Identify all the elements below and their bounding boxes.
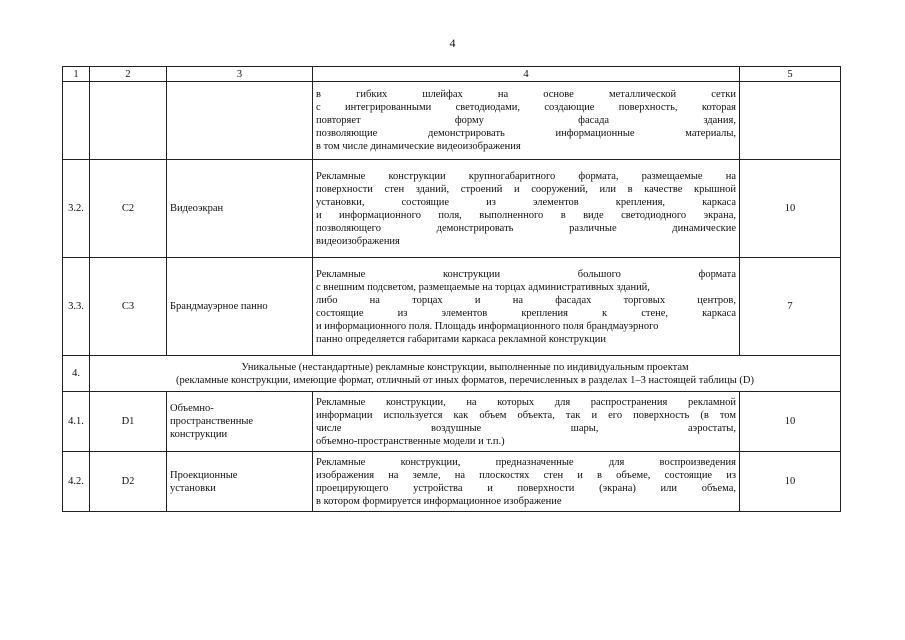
desc-line: числе воздушные шары, аэростаты,: [316, 422, 736, 434]
section-row: [63, 356, 841, 392]
row-description: [313, 392, 740, 452]
row-description: [313, 82, 740, 160]
name-line: конструкции: [170, 429, 228, 440]
table-row: [63, 452, 841, 512]
row-code: [90, 82, 167, 160]
section-heading-line: (рекламные конструкции, имеющие формат, отличный от иных форматов, перечисленных в разделах 1–3 настоящей таблицы (D): [176, 374, 754, 386]
row-value: 10: [740, 392, 841, 452]
desc-line: позволяющие демонстрировать информационные материалы,: [316, 128, 736, 139]
desc-line: в котором формируется информационное изображение: [316, 495, 562, 507]
desc-line: Рекламные конструкции, предназначенные для воспроизведения: [316, 456, 736, 468]
row-description: [313, 452, 740, 512]
row-name: Брандмауэрное панно: [167, 258, 313, 356]
row-name: Видеоэкран: [167, 160, 313, 258]
desc-line: объемно-пространственные модели и т.п.): [316, 435, 505, 447]
desc-line: в гибких шлейфах на основе металлической сетки: [316, 89, 736, 100]
row-value: 10: [740, 160, 841, 258]
row-number: 4.: [63, 356, 90, 392]
row-description: [313, 258, 740, 356]
row-number: 4.1.: [63, 392, 90, 452]
desc-line: Рекламные конструкции крупногабаритного формата, размещаемые на: [316, 170, 736, 182]
row-number: 3.3.: [63, 258, 90, 356]
desc-line: проецирующего устройства и поверхности (экрана) или объема,: [316, 482, 736, 494]
row-value: 10: [740, 452, 841, 512]
name-line: установки: [170, 482, 216, 494]
row-number: [63, 82, 90, 160]
desc-line: и информационного поля, выполненного в виде светодиодного экрана,: [316, 209, 736, 221]
row-name: [167, 392, 313, 452]
row-value: 7: [740, 258, 841, 356]
row-name: [167, 452, 313, 512]
desc-line: в том числе динамические видеоизображения: [316, 141, 521, 152]
desc-line: с интегрированными светодиодами, создающие поверхность, которая: [316, 102, 736, 113]
header-cell: 4: [313, 67, 740, 82]
desc-line: либо на торцах и на фасадах торговых центров,: [316, 294, 736, 306]
header-cell: 3: [167, 67, 313, 82]
row-number: 3.2.: [63, 160, 90, 258]
header-cell: 2: [90, 67, 167, 82]
table-row: [63, 160, 841, 258]
desc-line: и информационного поля. Площадь информационного поля брандмауэрного: [316, 320, 659, 332]
row-description: [313, 160, 740, 258]
table-row: [63, 258, 841, 356]
desc-line: информации используется как объем объекта, так и его поверхность (в том: [316, 409, 736, 421]
table-row: [63, 392, 841, 452]
desc-line: изображения на земле, на плоскостях стен и в объеме, состоящие из: [316, 469, 736, 481]
desc-line: поверхности стен зданий, строений и сооружений, или в качестве крышной: [316, 183, 736, 195]
desc-line: повторяет форму фасада здания,: [316, 115, 736, 126]
row-value: [740, 82, 841, 160]
header-cell: 1: [63, 67, 90, 82]
section-heading-line: Уникальные (нестандартные) рекламные конструкции, выполненные по индивидуальным проектам: [241, 361, 689, 373]
desc-line: позволяющего демонстрировать различные динамические: [316, 222, 736, 234]
name-line: Объемно-: [170, 403, 214, 414]
row-number: 4.2.: [63, 452, 90, 512]
desc-line: с внешним подсветом, размещаемые на торцах административных зданий,: [316, 281, 650, 293]
table-header-row: [63, 67, 841, 82]
section-heading: [90, 356, 841, 392]
table-row: [63, 82, 841, 160]
name-line: Проекционные: [170, 469, 238, 481]
desc-line: панно определяется габаритами каркаса рекламной конструкции: [316, 333, 607, 345]
desc-line: видеоизображения: [316, 235, 400, 247]
name-line: пространственные: [170, 416, 254, 427]
desc-line: Рекламные конструкции, на которых для распространения рекламной: [316, 396, 736, 408]
header-cell: 5: [740, 67, 841, 82]
desc-line: установки, состоящие из элементов крепления, каркаса: [316, 196, 736, 208]
row-code: D2: [90, 452, 167, 512]
row-code: D1: [90, 392, 167, 452]
desc-line: состоящие из элементов крепления к стене, каркаса: [316, 307, 736, 319]
row-code: C3: [90, 258, 167, 356]
desc-line: Рекламные конструкции большого формата: [316, 268, 736, 280]
row-name: [167, 82, 313, 160]
page-number: 4: [449, 36, 456, 50]
advertising-structures-table: [62, 66, 841, 512]
row-code: C2: [90, 160, 167, 258]
